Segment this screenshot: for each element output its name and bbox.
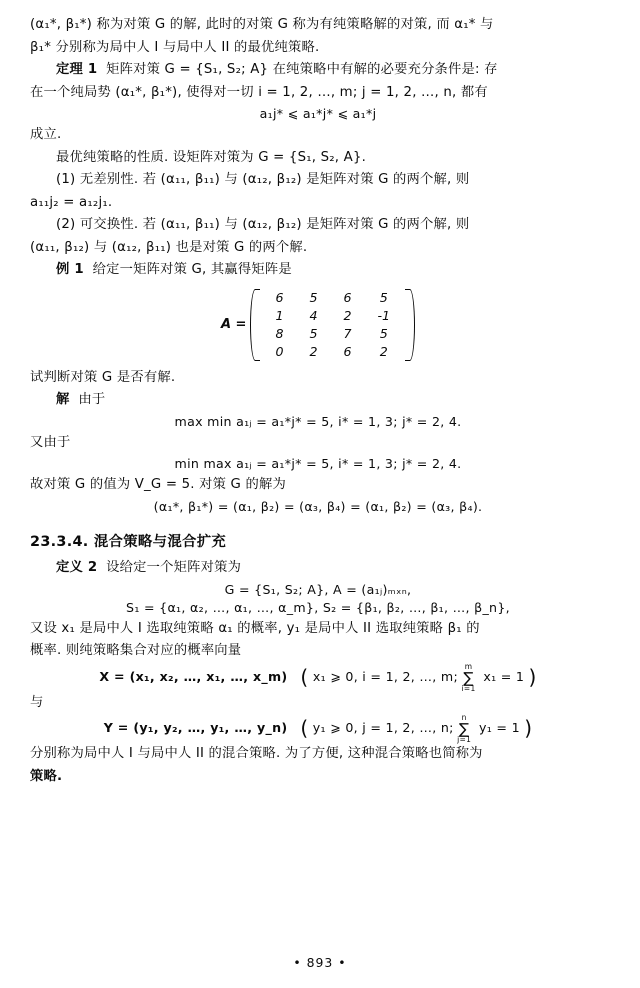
equation-X-sum: x₁ = 1 <box>483 668 525 684</box>
matrix-cell: 2 <box>379 344 388 360</box>
theorem-1-text-cont: 在一个纯局势 (α₁*, β₁*), 使得对一切 i = 1, 2, …, m; j = 1, 2, …, n, 都有 <box>30 84 488 100</box>
matrix-cell: 6 <box>275 290 284 306</box>
matrix-A <box>30 289 606 361</box>
matrix-cell: 5 <box>379 326 388 342</box>
example-1-label: 例 1 <box>56 262 84 278</box>
definition-2-label: 定义 2 <box>56 559 98 575</box>
equation-X-condition: x₁ ⩾ 0, i = 1, 2, …, m; <box>312 668 459 684</box>
definition-2-text-2: 又设 x₁ 是局中人 I 选取纯策略 α₁ 的概率, y₁ 是局中人 II 选取纯策略 β₁ 的 <box>30 620 480 636</box>
matrix-row <box>262 343 403 361</box>
definition-2-text: 设给定一个矩阵对策为 <box>106 559 242 575</box>
matrix-cell: 0 <box>275 344 284 360</box>
and-word: 与 <box>30 694 44 710</box>
matrix-cell: 5 <box>379 290 388 306</box>
property-1: (1) 无差别性. 若 (α₁₁, β₁₁) 与 (α₁₂, β₁₂) 是矩阵对策 G 的两个解, 则 <box>56 172 470 188</box>
theorem-1-equation: a₁j* ⩽ a₁*j* ⩽ a₁*j <box>259 106 377 122</box>
definition-2-equation-1: G = {S₁, S₂; A}, A = (a₁ⱼ)ₘₓₙ, <box>224 581 412 597</box>
equation-maxmin: max min a₁ⱼ = a₁*j* = 5, i* = 1, 3; j* = 2, 4. <box>174 413 462 429</box>
game-value-line: 故对策 G 的值为 V_G = 5. 对策 G 的解为 <box>30 477 286 493</box>
open-paren-icon: ( <box>300 664 309 689</box>
property-2-cont: (α₁₁, β₁₂) 与 (α₁₂, β₁₁) 也是对策 G 的两个解. <box>30 239 308 255</box>
property-2: (2) 可交换性. 若 (α₁₁, β₁₁) 与 (α₁₂, β₁₂) 是矩阵对策 G 的两个解, 则 <box>56 217 470 233</box>
solution-text: 由于 <box>78 392 106 408</box>
matrix-cell: -1 <box>377 308 391 324</box>
sum-upper-limit: n <box>461 713 467 723</box>
paragraph-line-2: β₁* 分别称为局中人 I 与局中人 II 的最优纯策略. <box>30 39 320 55</box>
summation-icon: m ∑ i=1 <box>461 661 476 693</box>
example-1 <box>30 259 606 281</box>
equation-Y-sum: y₁ = 1 <box>479 720 520 736</box>
equation-X-vector: X = (x₁, x₂, …, x₁, …, x_m) <box>99 668 288 684</box>
property-1-cont: a₁₁j₂ = a₁₂j₁. <box>30 194 113 210</box>
summation-icon: n ∑ j=1 <box>457 713 472 745</box>
left-paren-icon <box>250 289 260 361</box>
open-paren-icon: ( <box>300 716 309 741</box>
equation-Y-condition: y₁ ⩾ 0, j = 1, 2, …, n; <box>312 720 454 736</box>
definition-2-equation-2: S₁ = {α₁, α₂, …, α₁, …, α_m}, S₂ = {β₁, β₂, …, β₁, …, β_n}, <box>126 599 510 615</box>
matrix-cell: 6 <box>343 290 352 306</box>
equation-Y-vector: Y = (y₁, y₂, …, y₁, …, y_n) <box>103 720 288 736</box>
theorem-1 <box>30 59 606 81</box>
close-paren-icon: ) <box>528 664 537 689</box>
properties-title-text: 最优纯策略的性质. 设矩阵对策为 G = {S₁, S₂, A}. <box>56 149 367 165</box>
matrix-cell: 2 <box>309 344 318 360</box>
page-number: • 893 • <box>293 955 347 970</box>
solution-label: 解 <box>56 392 70 408</box>
matrix-parentheses <box>250 289 415 361</box>
equation-minmax: min max a₁ⱼ = a₁*j* = 5, i* = 1, 3; j* = 2, 4. <box>174 456 462 472</box>
properties-title <box>30 147 606 169</box>
example-1-text: 给定一矩阵对策 G, 其赢得矩阵是 <box>92 262 292 278</box>
equation-X <box>30 661 606 693</box>
section-heading-23-3-4: 23.3.4. 混合策略与混合扩充 <box>30 533 227 550</box>
matrix-cell: 2 <box>343 308 352 324</box>
close-paren-icon: ) <box>524 716 533 741</box>
closing-line-1: 分别称为局中人 I 与局中人 II 的混合策略. 为了方便, 这种混合策略也简称为 <box>30 746 483 762</box>
matrix-grid <box>262 289 403 361</box>
theorem-1-label: 定理 1 <box>56 62 98 78</box>
theorem-1-hold: 成立. <box>30 127 62 143</box>
game-value-equation: (α₁*, β₁*) = (α₁, β₂) = (α₃, β₄) = (α₁, β₂) = (α₃, β₄). <box>153 498 483 514</box>
theorem-1-text: 矩阵对策 G = {S₁, S₂; A} 在纯策略中有解的必要充分条件是: 存 <box>106 62 498 78</box>
matrix-cell: 5 <box>309 326 318 342</box>
matrix-cell: 1 <box>275 308 284 324</box>
right-paren-icon <box>405 289 415 361</box>
matrix-cell: 7 <box>343 326 352 342</box>
sum-lower-limit: i=1 <box>461 683 476 693</box>
also-line: 又由于 <box>30 434 71 450</box>
matrix-row <box>262 307 403 325</box>
matrix-cell: 6 <box>343 344 352 360</box>
sum-upper-limit: m <box>464 661 473 671</box>
matrix-row <box>262 325 403 343</box>
equation-Y <box>30 713 606 745</box>
matrix-row <box>262 289 403 307</box>
matrix-cell: 8 <box>275 326 284 342</box>
closing-line-2: 策略. <box>30 768 63 784</box>
matrix-cell: 5 <box>309 290 318 306</box>
judge-line: 试判断对策 G 是否有解. <box>30 369 176 385</box>
sum-lower-limit: j=1 <box>457 735 472 745</box>
matrix-label: A = <box>220 317 247 333</box>
solution-line <box>30 389 606 411</box>
matrix-cell: 4 <box>309 308 318 324</box>
definition-2-text-3: 概率. 则纯策略集合对应的概率向量 <box>30 643 242 659</box>
paragraph-line-1: (α₁*, β₁*) 称为对策 G 的解, 此时的对策 G 称为有纯策略解的对策, 而 α₁* 与 <box>30 17 494 32</box>
definition-2 <box>30 557 606 579</box>
